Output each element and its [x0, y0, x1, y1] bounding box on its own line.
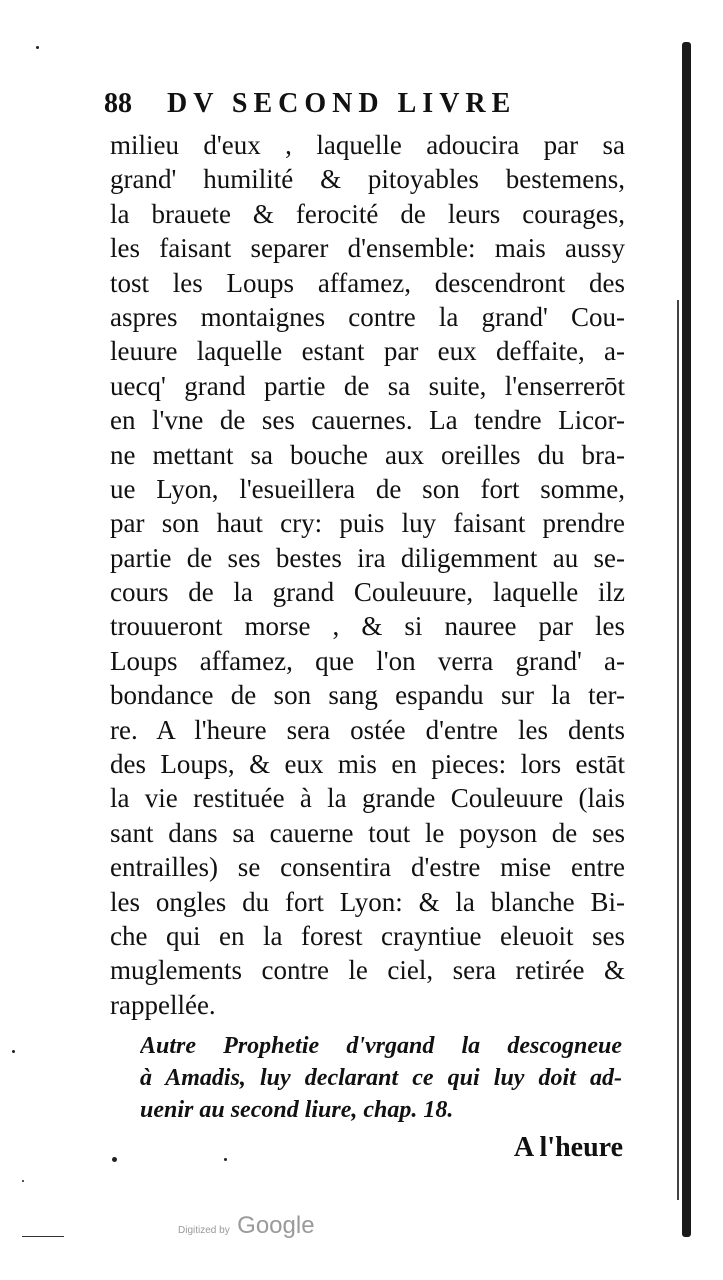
text-line: uecq' grand partie de sa suite, l'enserrerōt: [110, 370, 625, 401]
page-edge-shadow: [682, 42, 691, 1237]
text-line: che qui en la forest crayntiue eleuoit ses: [110, 920, 625, 951]
text-line: des Loups, & eux mis en pieces: lors estāt: [110, 749, 625, 780]
body-text: [110, 128, 625, 1022]
page-number: 88: [104, 88, 132, 119]
text-line: la brauete & ferocité de leurs courages,: [110, 198, 625, 229]
prophecy-line: uenir au second liure, chap. 18.: [140, 1097, 454, 1123]
prophecy-line: à Amadis, luy declarant ce qui luy doit ad-: [140, 1065, 622, 1091]
margin-rule: [22, 1236, 64, 1237]
page-edge-line: [677, 300, 679, 1200]
watermark-logo-text: Google: [237, 1212, 315, 1239]
text-line: leuure laquelle estant par eux deffaite, a-: [110, 336, 625, 367]
text-line: milieu d'eux , laquelle adoucira par sa: [110, 130, 625, 160]
ink-speck: [22, 1180, 24, 1182]
text-line: entrailles) se consentira d'estre mise entre: [110, 852, 625, 883]
text-line: en l'vne de ses cauernes. La tendre Licor-: [110, 405, 625, 436]
text-line: sant dans sa cauerne tout le poyson de ses: [110, 817, 625, 848]
text-line: ue Lyon, l'esueillera de son fort somme,: [110, 473, 625, 504]
running-header: [104, 88, 544, 120]
text-line: re. A l'heure sera ostée d'entre les dents: [110, 714, 625, 745]
text-line: grand' humilité & pitoyables bestemens,: [110, 164, 625, 195]
text-line: cours de la grand Couleuure, laquelle ilz: [110, 577, 625, 608]
text-line: les faisant separer d'ensemble: mais aussy: [110, 233, 625, 264]
text-line: muglements contre le ciel, sera retirée &: [110, 955, 625, 986]
text-line: aspres montaignes contre la grand' Cou-: [110, 301, 625, 332]
watermark-small-text: Digitized by: [178, 1225, 230, 1236]
digitization-watermark: [178, 1212, 315, 1240]
ink-speck: [224, 1158, 227, 1161]
running-title: DV SECOND LIVRE: [167, 88, 517, 119]
text-line: partie de ses bestes ira diligemment au se-: [110, 542, 625, 573]
prophecy-line: Autre Prophetie d'vrgand la descogneue: [140, 1033, 622, 1059]
text-line: Loups affamez, que l'on verra grand' a-: [110, 645, 625, 676]
text-line: bondance de son sang espandu sur la ter-: [110, 680, 625, 711]
text-line: rappellée.: [110, 989, 216, 1020]
ink-speck: [12, 1050, 15, 1053]
catchword: A l'heure: [513, 1132, 623, 1163]
text-line: par son haut cry: puis luy faisant prendre: [110, 508, 625, 539]
ink-speck: [36, 46, 39, 49]
text-line: ne mettant sa bouche aux oreilles du bra-: [110, 439, 625, 470]
text-line: tost les Loups affamez, descendront des: [110, 267, 625, 298]
prophecy-heading: [140, 1030, 622, 1126]
text-line: les ongles du fort Lyon: & la blanche Bi-: [110, 886, 625, 917]
ink-speck: [112, 1157, 117, 1162]
text-line: la vie restituée à la grande Couleuure (lais: [110, 783, 625, 814]
text-line: trouueront morse , & si nauree par les: [110, 611, 625, 642]
